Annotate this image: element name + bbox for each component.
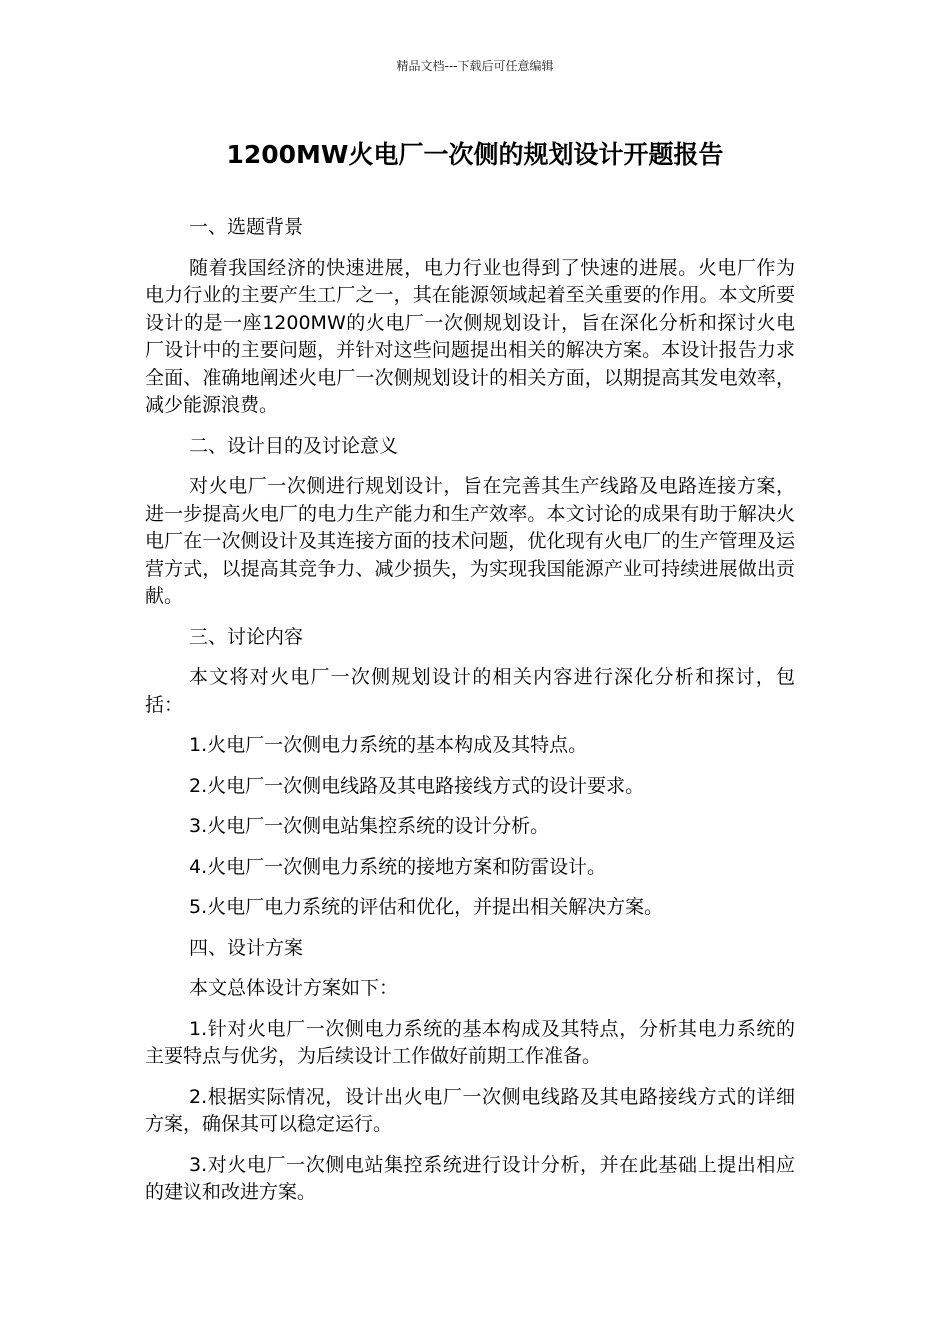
list-item: 2.根据实际情况，设计出火电厂一次侧电线路及其电路接线方式的详细方案，确保其可以稳定运行。: [145, 1085, 795, 1135]
list-item: 1.针对火电厂一次侧电力系统的基本构成及其特点，分析其电力系统的主要特点与优劣，为后续设计工作做好前期工作准备。: [145, 1017, 795, 1067]
paragraph-background: 随着我国经济的快速进展，电力行业也得到了快速的进展。火电厂作为电力行业的主要产生工厂之一，其在能源领域起着至关重要的作用。本文所要设计的是一座1200MW的火电厂一次侧规划设计，旨在深化分析和探讨火电厂设计中的主要问题，并针对这些问题提出相关的解决方案。本设计报告力求全面、准确地阐述火电厂一次侧规划设计的相关方面，以期提高其发电效率，减少能源浪费。: [145, 256, 795, 416]
list-item: 3.火电厂一次侧电站集控系统的设计分析。: [189, 815, 550, 837]
section-heading-content: 三、讨论内容: [189, 625, 304, 648]
list-item: 1.火电厂一次侧电力系统的基本构成及其特点。: [189, 734, 588, 756]
document-title: 1200MW火电厂一次侧的规划设计开题报告: [226, 140, 724, 169]
section-heading-plan: 四、设计方案: [189, 936, 304, 959]
list-item: 3.对火电厂一次侧电站集控系统进行设计分析，并在此基础上提出相应的建议和改进方案。: [145, 1153, 795, 1203]
paragraph-purpose: 对火电厂一次侧进行规划设计，旨在完善其生产线路及电路连接方案，进一步提高火电厂的电力生产能力和生产效率。本文讨论的成果有助于解决火电厂在一次侧设计及其连接方面的技术问题，优化现有火电厂的生产管理及运营方式，以提高其竞争力、减少损失，为实现我国能源产业可持续进展做出贡献。: [145, 475, 795, 607]
list-item: 5.火电厂电力系统的评估和优化，并提出相关解决方案。: [189, 896, 664, 918]
list-item: 4.火电厂一次侧电力系统的接地方案和防雷设计。: [189, 855, 607, 878]
list-item: 2.火电厂一次侧电线路及其电路接线方式的设计要求。: [189, 774, 645, 797]
paragraph-plan-intro: 本文总体设计方案如下：: [189, 977, 399, 999]
paragraph-content-intro: 本文将对火电厂一次侧规划设计的相关内容进行深化分析和探讨，包括：: [145, 666, 795, 716]
section-heading-background: 一、选题背景: [189, 216, 304, 238]
header-note: 精品文档---下载后可任意编辑: [396, 59, 554, 73]
document-body: [145, 214, 795, 1207]
section-heading-purpose: 二、设计目的及讨论意义: [189, 434, 399, 457]
